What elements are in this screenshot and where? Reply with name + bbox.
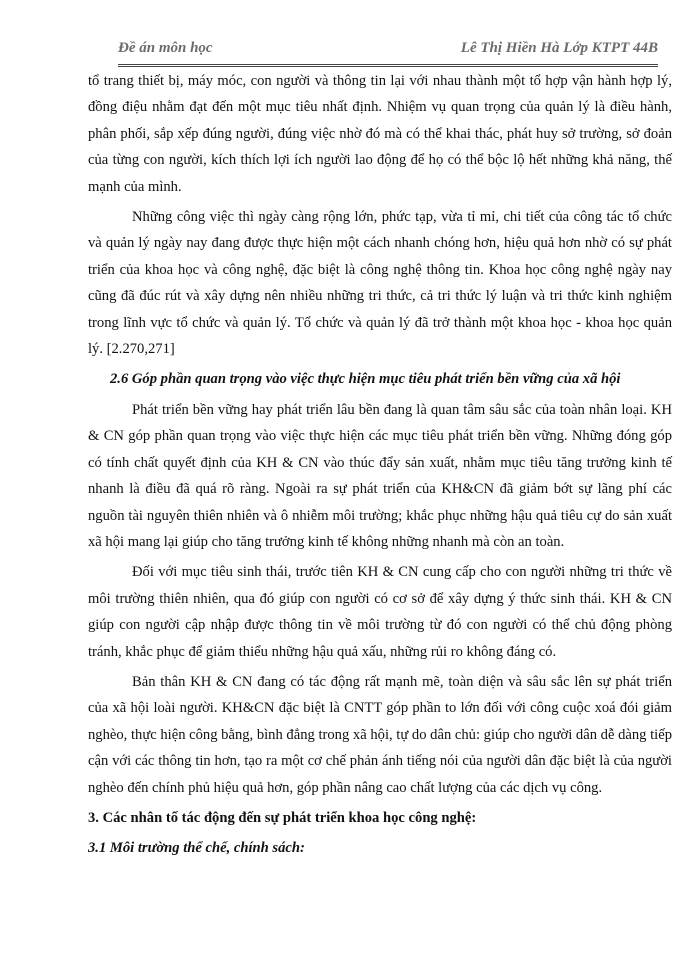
document-body bbox=[88, 68, 672, 866]
paragraph-5: Bản thân KH & CN đang có tác động rất mạnh mẽ, toàn diện và sâu sắc lên sự phát triển của xã hội loài người. KH&CN đặc biệt là CNTT góp phần to lớn đối với công cuộc xoá đói giảm nghèo, thực hiện công bằng, bình đẳng trong xã hội, tự do dân chủ: giúp cho người dân dễ dàng tiếp cận với các thông tin hơn, tạo ra một cơ chế phản ánh tiếng nói của người dân đặc biệt là của người nghèo đến chính phủ hiệu quả hơn, góp phần nâng cao chất lượng của các dịch vụ công. bbox=[88, 673, 672, 796]
paragraph-3: Phát triển bền vững hay phát triển lâu bền đang là quan tâm sâu sắc của toàn nhân loại. KH & CN góp phần quan trọng vào việc thực hiện các mục tiêu phát triển bền vững. Những đóng góp có tính chất quyết định của KH & CN vào thúc đẩy sản xuất, nhằm mục tiêu tăng trưởng kinh tế nhanh là điều đã quá rõ ràng. Ngoài ra sự phát triển của KH&CN đã giảm bớt sự lãng phí các nguồn tài nguyên thiên nhiên và ô nhiễm môi trường; khắc phục những hậu quả tiêu cự do sản xuất xã hội mang lại giúp cho tăng trưởng kinh tế không những nhanh mà còn an toàn. bbox=[88, 401, 672, 550]
header-left: Đề án môn học bbox=[118, 40, 213, 56]
paragraph-1: tổ trang thiết bị, máy móc, con người và thông tin lại với nhau thành một tổ hợp vận hành hợp lý, đồng điệu nhằm đạt đến một mục tiêu nhất định. Nhiệm vụ quan trọng của quản lý là điều hành, phân phối, sắp xếp đúng người, đúng việc nhờ đó mà có thể khai thác, phát huy sở trường, sở đoản của từng con người, kích thích lợi ích người lao động để họ có thể bộc lộ hết những khả năng, thế mạnh của mình. bbox=[88, 73, 672, 195]
section-heading-3: 3. Các nhân tố tác động đến sự phát triển khoa học công nghệ: bbox=[88, 809, 477, 826]
paragraph-2: Những công việc thì ngày càng rộng lớn, phức tạp, vừa tỉ mỉ, chi tiết của công tác tổ chức và quản lý ngày nay đang được thực hiện một cách nhanh chóng hơn, hiệu quả hơn nhờ có sự phát triển của khoa học và công nghệ, đặc biệt là công nghệ thông tin. Khoa học công nghệ ngày nay cũng đã đúc rút và xây dựng nên nhiều những tri thức, cả tri thức lý luận và tri thức kinh nghiệm trong lĩnh vực tổ chức và quản lý. Tổ chức và quản lý đã trở thành một khoa học - khoa học quản lý. [2.270,271] bbox=[88, 209, 672, 358]
page-header bbox=[118, 38, 658, 67]
paragraph-4: Đối với mục tiêu sinh thái, trước tiên KH & CN cung cấp cho con người những tri thức về môi trường thiên nhiên, qua đó giúp con người có cơ sở để xây dựng ý thức sinh thái. KH & CN giúp con người cập nhập được thông tin về môi trường từ đó con người có thể chủ động phòng tránh, khắc phục để giảm thiểu những hậu quả xấu, những rủi ro không đáng có. bbox=[88, 564, 672, 660]
section-heading-2-6: 2.6 Góp phần quan trọng vào việc thực hiện mục tiêu phát triển bền vững của xã hội bbox=[110, 371, 621, 388]
header-right: Lê Thị Hiền Hà Lớp KTPT 44B bbox=[460, 40, 658, 56]
section-heading-3-1: 3.1 Môi trường thể chế, chính sách: bbox=[88, 840, 305, 857]
